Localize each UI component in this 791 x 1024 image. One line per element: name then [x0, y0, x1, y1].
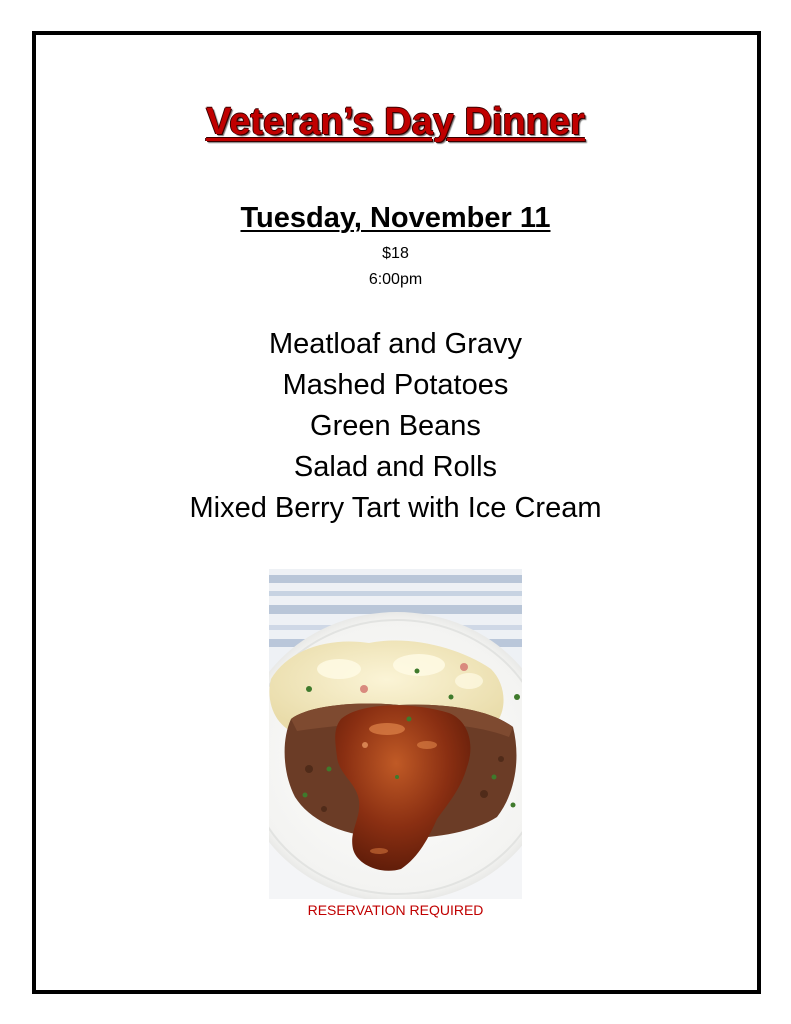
meatloaf-plate-illustration [269, 569, 522, 899]
event-price: $18 [382, 245, 409, 262]
menu-list [0, 324, 791, 529]
menu-item: Mashed Potatoes [282, 369, 509, 401]
menu-item: Green Beans [310, 410, 481, 442]
event-date: Tuesday, November 11 [240, 202, 551, 234]
menu-item: Salad and Rolls [293, 451, 498, 483]
reservation-notice: RESERVATION REQUIRED [307, 902, 484, 918]
event-time: 6:00pm [368, 271, 423, 288]
menu-item: Meatloaf and Gravy [268, 328, 523, 360]
meatloaf-photo [269, 569, 522, 899]
flyer-title: Veteran’s Day Dinner [206, 101, 585, 143]
menu-item: Mixed Berry Tart with Ice Cream [189, 492, 602, 524]
